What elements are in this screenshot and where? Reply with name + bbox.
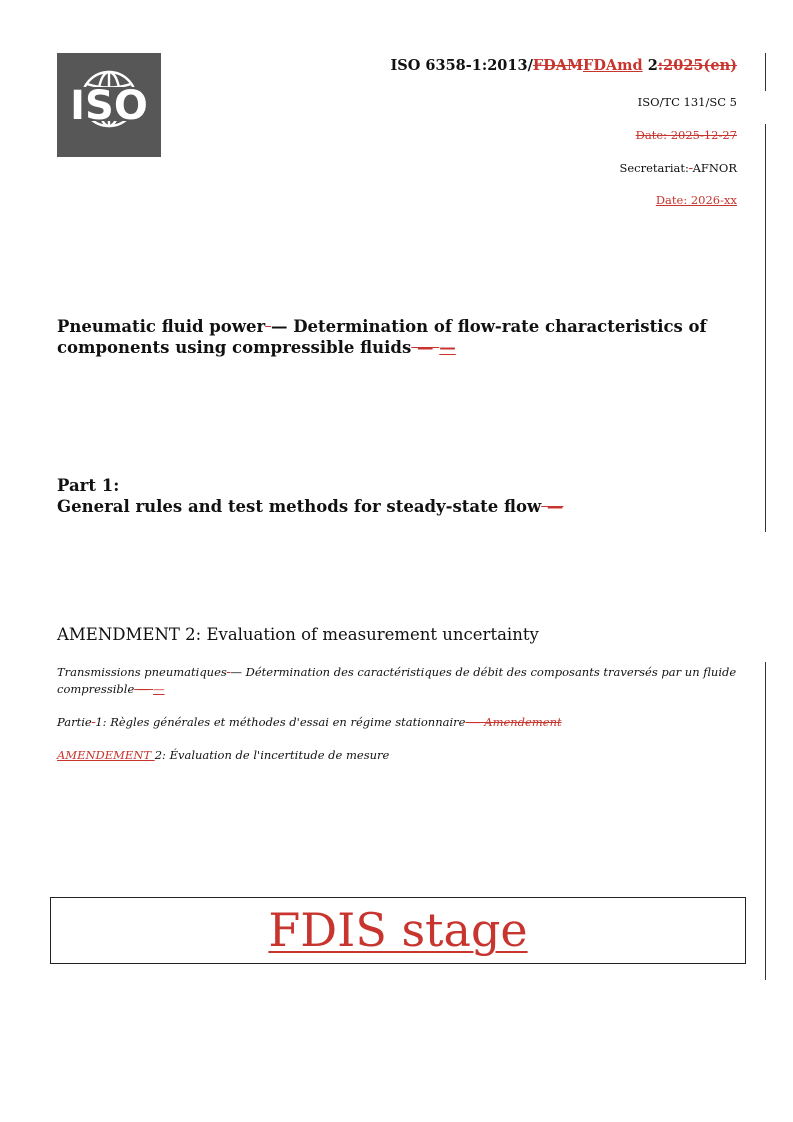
title-part-b: — Determination of flow-rate characteristics of components using compressible fluids [57, 317, 707, 357]
part-subtitle [57, 496, 747, 517]
part-number: Part 1: [57, 476, 120, 495]
standard-number [390, 57, 737, 74]
committee: ISO/TC 131/SC 5 [637, 95, 737, 109]
secretariat-label: Secretariat: [619, 161, 689, 175]
amendment-title: AMENDMENT 2: Evaluation of measurement uncertainty [57, 625, 539, 644]
french-amendment [57, 747, 747, 764]
iso-logo-text: ISO [70, 83, 148, 129]
french-amd-inserted: AMENDEMENT [57, 748, 155, 762]
french-title-b: — Détermination des caractéristiques de débit des composants traversés par un fluide compressible [57, 665, 737, 696]
globe-icon [57, 53, 161, 157]
title-part-a: Pneumatic fluid power [57, 317, 266, 336]
french-title-inserted-dash: — [153, 682, 165, 696]
stage-label: FDIS stage [268, 903, 528, 957]
revision-bar [765, 662, 766, 980]
iso-logo [57, 53, 161, 157]
title-deleted-dash: — [411, 338, 440, 357]
date-inserted: Date: 2026-xx [655, 193, 737, 207]
title-inserted-dash: — [439, 338, 456, 357]
std-deleted: FDAM [532, 57, 584, 74]
french-part-deleted-tail: — Amendement [465, 715, 562, 729]
std-number-text: ISO 6358-1:2013/ [390, 57, 533, 74]
french-part-a: Partie [57, 715, 92, 729]
stage-box [50, 897, 746, 964]
french-part-b: 1: Règles générales et méthodes d'essai en régime stationnaire [95, 715, 466, 729]
french-title-a: Transmissions pneumatiques [57, 665, 227, 679]
secretariat-value: AFNOR [692, 161, 737, 175]
french-part [57, 714, 747, 731]
std-inserted: FDAmd [583, 57, 643, 74]
std-deleted-date: :2025(en) [657, 57, 737, 74]
revision-bar [765, 124, 766, 532]
french-title-deleted-dash: — [134, 682, 154, 696]
revision-bar [765, 53, 766, 91]
part-subtitle-text: General rules and test methods for steady-state flow [57, 497, 542, 516]
french-title [57, 664, 747, 698]
std-amd-num: 2 [642, 57, 658, 74]
part-deleted-dash: — [541, 497, 564, 516]
french-amd-rest: 2: Évaluation de l'incertitude de mesure [154, 748, 390, 762]
document-title [57, 316, 747, 358]
part-title [57, 475, 747, 517]
date-deleted: Date: 2025-12-27 [635, 128, 737, 142]
secretariat [619, 161, 737, 175]
